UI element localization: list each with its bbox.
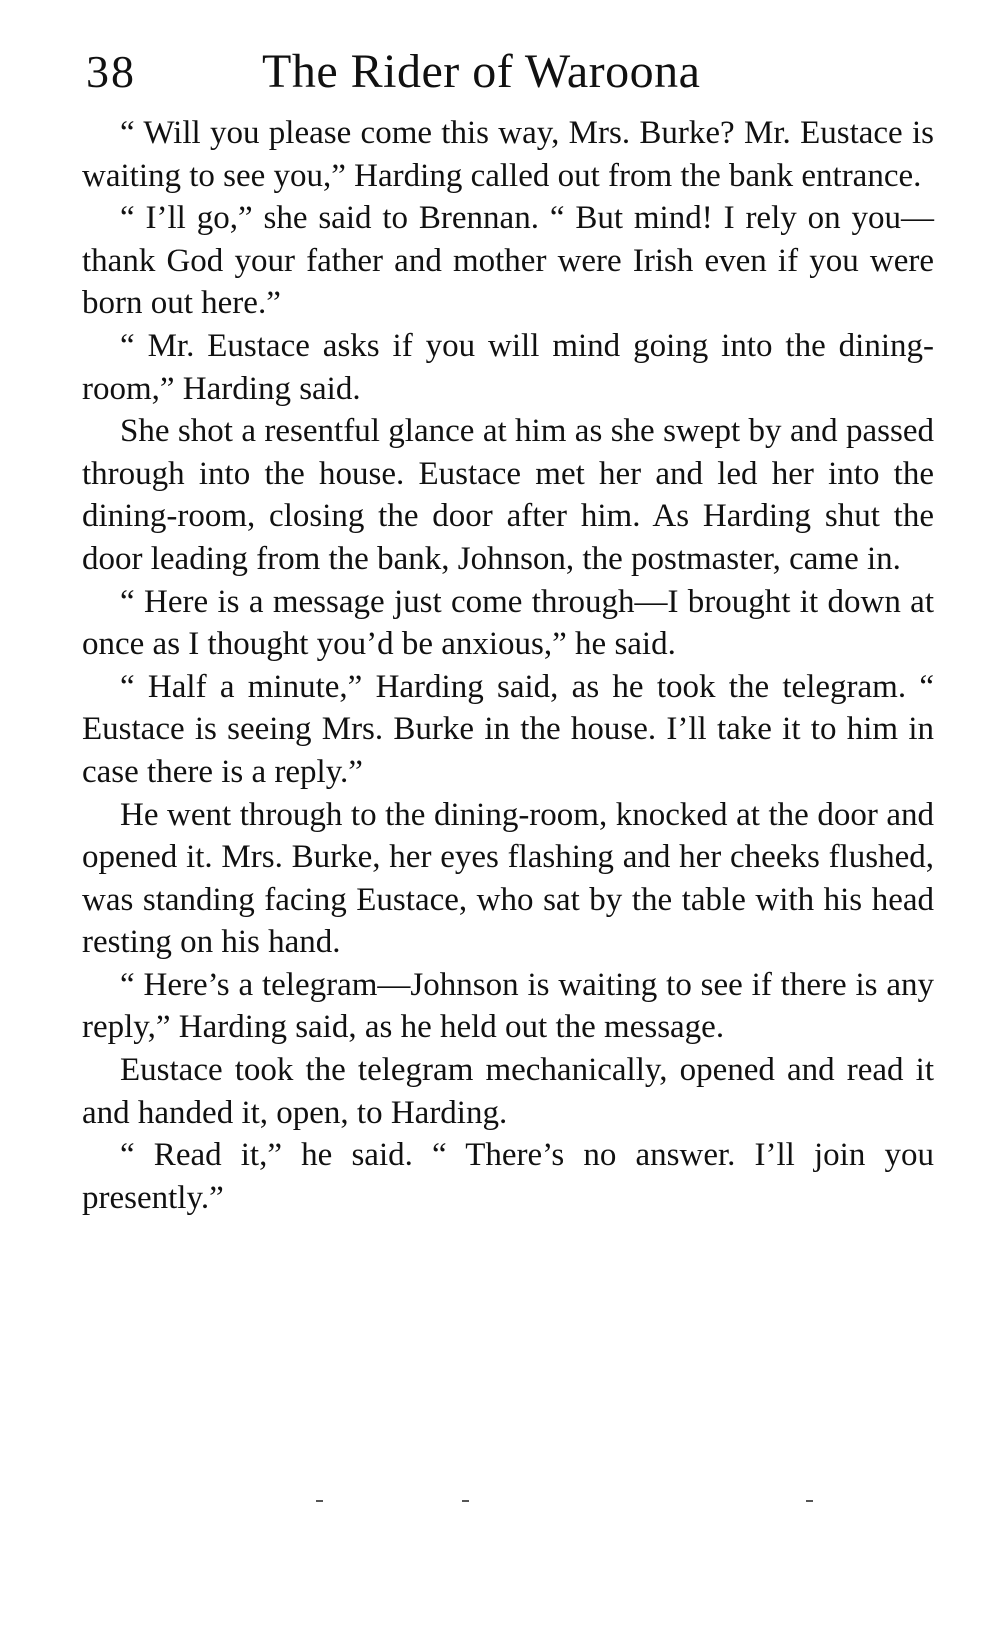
scan-mark [462,1500,469,1502]
paragraph: “ Read it,” he said. “ There’s no answer. I’ll join you presently.” [82,1137,934,1216]
paragraph: Eustace took the telegram mechanically, opened and read it and handed it, open, to Harding. [82,1052,934,1131]
paragraph: “ I’ll go,” she said to Brennan. “ But mind! I rely on you—thank God your father and mother were Irish even if you were born out here.” [82,200,934,322]
paragraph: She shot a resentful glance at him as she swept by and passed through into the house. Eustace met her and led her into the dining-room, closing the door after him. As Harding shut the door leading from the bank, Johnson, the postmaster, came in. [82,413,934,577]
paragraph: He went through to the dining-room, knocked at the door and opened it. Mrs. Burke, her eyes flashing and her cheeks flushed, was standing facing Eustace, who sat by the table with his head resting on his hand. [82,796,934,961]
scan-mark [316,1500,323,1502]
scan-mark [806,1500,813,1502]
page-header [82,42,934,108]
body-text [82,112,934,1219]
paragraph: “ Here is a message just come through—I brought it down at once as I thought you’d be anxious,” he said. [82,583,934,663]
paragraph: “ Half a minute,” Harding said, as he took the telegram. “ Eustace is seeing Mrs. Burke in the house. I’ll take it to him in case there is a reply.” [82,668,934,790]
paragraph: “ Here’s a telegram—Johnson is waiting to see if there is any reply,” Harding said, as he held out the message. [82,966,934,1046]
scan-artifact-marks [0,1500,1000,1510]
page-number: 38 [86,46,136,97]
paragraph: “ Will you please come this way, Mrs. Burke? Mr. Eustace is waiting to see you,” Harding called out from the bank entrance. [82,115,934,194]
book-page [82,42,934,1219]
running-title: The Rider of Waroona [262,45,701,98]
paragraph: “ Mr. Eustace asks if you will mind going into the dining-room,” Harding said. [82,327,934,407]
